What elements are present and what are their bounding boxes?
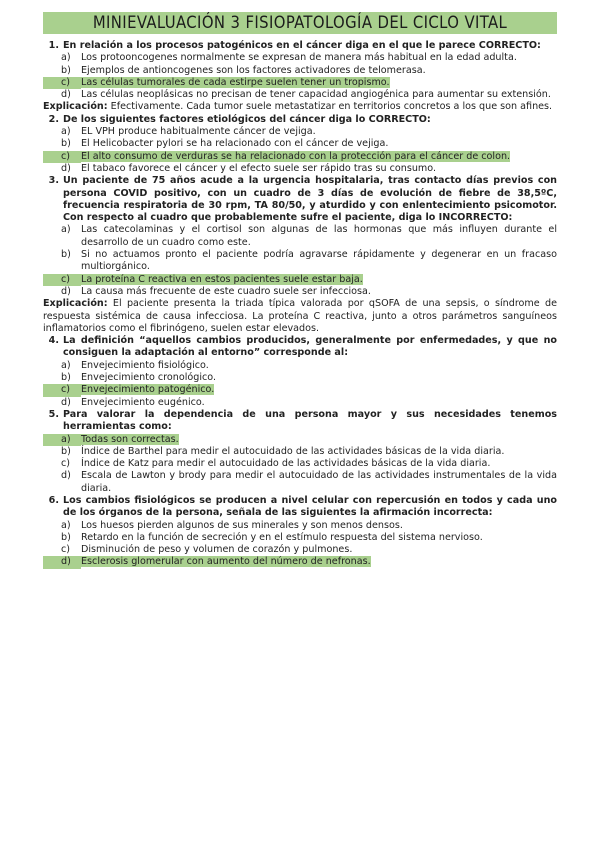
option-d (43, 163, 557, 175)
option-text-highlighted: Envejecimiento patogénico. (81, 384, 215, 396)
option-text: El Helicobacter pylori se ha relacionado con el cáncer de vejiga. (81, 138, 389, 150)
option-letter: d) (61, 396, 71, 408)
question-number: 6. (48, 494, 59, 506)
option-letter: c) (61, 544, 71, 556)
option-c-correct (43, 274, 557, 286)
option-b (43, 65, 557, 77)
option-b (43, 249, 557, 274)
option-text: Disminución de peso y volumen de corazón y pulmones. (81, 544, 353, 556)
explanation-text: Efectivamente. Cada tumor suele metastatizar en territorios concretos a los que son afines. (110, 101, 553, 113)
explanation-text: El paciente presenta la triada típica valorada por qSOFA de una sepsis, o síndrome de respuesta sistémica de causa infecciosa. La proteína C reactiva, junto a otros parámetros sanguíneos inflamatorios como el fibrinógeno, suelen estar elevados. (43, 298, 557, 334)
options-list (43, 360, 557, 409)
explanation (43, 298, 557, 335)
question-number: 2. (48, 113, 59, 125)
question-text: La definición “aquellos cambios producidos, generalmente por enfermedades, y que no consiguen la adaptación al entorno” corresponde al: (63, 335, 557, 359)
option-b (43, 372, 557, 384)
question-text: Un paciente de 75 años acude a la urgencia hospitalaria, tras contacto días previos con persona COVID positivo, con un cuadro de 3 días de evolución de fiebre de 38,5ºC, frecuencia respiratoria de 30 rpm, TA 80/50, y aturdido y con enlentecimiento psicomotor. Con respecto al cuadro que probablemente sufre el paciente, diga lo INCORRECTO: (63, 175, 557, 224)
question-number: 3. (48, 175, 59, 187)
question-2 (43, 114, 557, 126)
explanation (43, 101, 557, 113)
option-letter: d) (61, 89, 71, 101)
option-letter: c) (61, 458, 71, 470)
option-letter: a) (61, 52, 71, 64)
question-list (43, 40, 557, 569)
option-text: Las catecolaminas y el cortisol son algunas de las hormonas que más influyen durante el desarrollo de un cuadro como este. (81, 224, 557, 248)
options-list (43, 126, 557, 175)
options-list (43, 434, 557, 495)
explanation-label: Explicación: (43, 298, 108, 310)
option-a (43, 360, 557, 372)
option-text: Índice de Katz para medir el autocuidado de las actividades básicas de la vida diaria. (81, 458, 491, 470)
option-letter: a) (61, 519, 71, 531)
page-title: MINIEVALUACIÓN 3 FISIOPATOLOGÍA DEL CICLO VITAL (43, 12, 557, 34)
option-text: Ejemplos de antioncogenes son los factores activadores de telomerasa. (81, 64, 426, 76)
option-a (43, 520, 557, 532)
option-letter: d) (61, 285, 71, 297)
option-text: Envejecimiento fisiológico. (81, 359, 209, 371)
option-text: Si no actuamos pronto el paciente podría agravarse rápidamente y degenerar en un fracaso multiorgánico. (81, 249, 557, 273)
option-letter: b) (61, 445, 71, 457)
option-letter: c) (43, 77, 81, 89)
option-text-highlighted: El alto consumo de verduras se ha relacionado con la protección para el cáncer de colon. (81, 150, 511, 162)
options-list (43, 520, 557, 569)
option-letter: d) (43, 556, 81, 568)
question-text: Para valorar la dependencia de una persona mayor y sus necesidades tenemos herramientas como: (63, 408, 557, 433)
option-letter: c) (43, 384, 81, 396)
option-b (43, 138, 557, 150)
option-text: Los protooncogenes normalmente se expresan de manera más habitual en la edad adulta. (81, 52, 517, 64)
option-d (43, 397, 557, 409)
question-1 (43, 40, 557, 52)
option-a (43, 224, 557, 249)
question-text: En relación a los procesos patogénicos en el cáncer diga en el que le parece CORRECTO: (63, 40, 541, 51)
question-text: Los cambios fisiológicos se producen a nivel celular con repercusión en todos y cada uno de los órganos de la persona, señala de las siguientes la afirmación incorrecta: (63, 494, 557, 519)
option-a-correct (43, 434, 557, 446)
option-text-highlighted: Esclerosis glomerular con aumento del número de nefronas. (81, 556, 371, 568)
option-d-correct (43, 556, 557, 568)
option-text-highlighted: Todas son correctas. (81, 433, 179, 445)
option-a (43, 52, 557, 64)
option-c (43, 458, 557, 470)
option-letter: a) (61, 224, 71, 236)
option-c-correct (43, 151, 557, 163)
option-c-correct (43, 384, 557, 396)
explanation-label: Explicación: (43, 101, 108, 113)
option-text: Las células neoplásicas no precisan de tener capacidad angiogénica para aumentar su extensión. (81, 89, 551, 101)
question-number: 1. (48, 40, 59, 51)
option-d (43, 470, 557, 495)
question-3 (43, 175, 557, 224)
option-text-highlighted: Las células tumorales de cada estirpe suelen tener un tropismo. (81, 76, 390, 88)
question-number: 5. (48, 408, 59, 420)
option-text: La causa más frecuente de este cuadro suele ser infecciosa. (81, 285, 371, 297)
options-list (43, 224, 557, 298)
option-text: Índice de Barthel para medir el autocuidado de las actividades básicas de la vida diaria. (81, 445, 505, 457)
option-letter: a) (61, 359, 71, 371)
question-text: De los siguientes factores etiológicos del cáncer diga lo CORRECTO: (63, 113, 431, 125)
option-b (43, 532, 557, 544)
options-list (43, 52, 557, 101)
option-letter: b) (61, 249, 71, 261)
option-text-highlighted: La proteína C reactiva en estos pacientes suele estar baja. (81, 273, 363, 285)
question-number: 4. (48, 335, 59, 347)
option-a (43, 126, 557, 138)
option-d (43, 89, 557, 101)
option-text: Retardo en la función de secreción y en el estímulo respuesta del sistema nervioso. (81, 531, 483, 543)
option-letter: d) (61, 162, 71, 174)
option-letter: c) (43, 274, 81, 286)
option-d (43, 286, 557, 298)
option-text: El tabaco favorece el cáncer y el efecto suele ser rápido tras su consumo. (81, 162, 436, 174)
option-letter: b) (61, 64, 71, 76)
option-letter: d) (61, 470, 71, 482)
option-c-correct (43, 77, 557, 89)
option-letter: a) (61, 126, 71, 138)
question-6 (43, 495, 557, 520)
option-letter: b) (61, 372, 71, 384)
option-text: Envejecimiento eugénico. (81, 396, 205, 408)
option-letter: b) (61, 531, 71, 543)
option-c (43, 544, 557, 556)
option-text: Envejecimiento cronológico. (81, 372, 217, 384)
question-4 (43, 335, 557, 360)
question-5 (43, 409, 557, 434)
option-b (43, 446, 557, 458)
option-text: Los huesos pierden algunos de sus minerales y son menos densos. (81, 519, 403, 531)
option-letter: a) (43, 434, 81, 446)
option-text: EL VPH produce habitualmente cáncer de vejiga. (81, 126, 316, 138)
option-letter: b) (61, 138, 71, 150)
option-letter: c) (43, 151, 81, 163)
option-text: Escala de Lawton y brody para medir el autocuidado de las actividades instrumentales de la vida diaria. (81, 470, 557, 494)
